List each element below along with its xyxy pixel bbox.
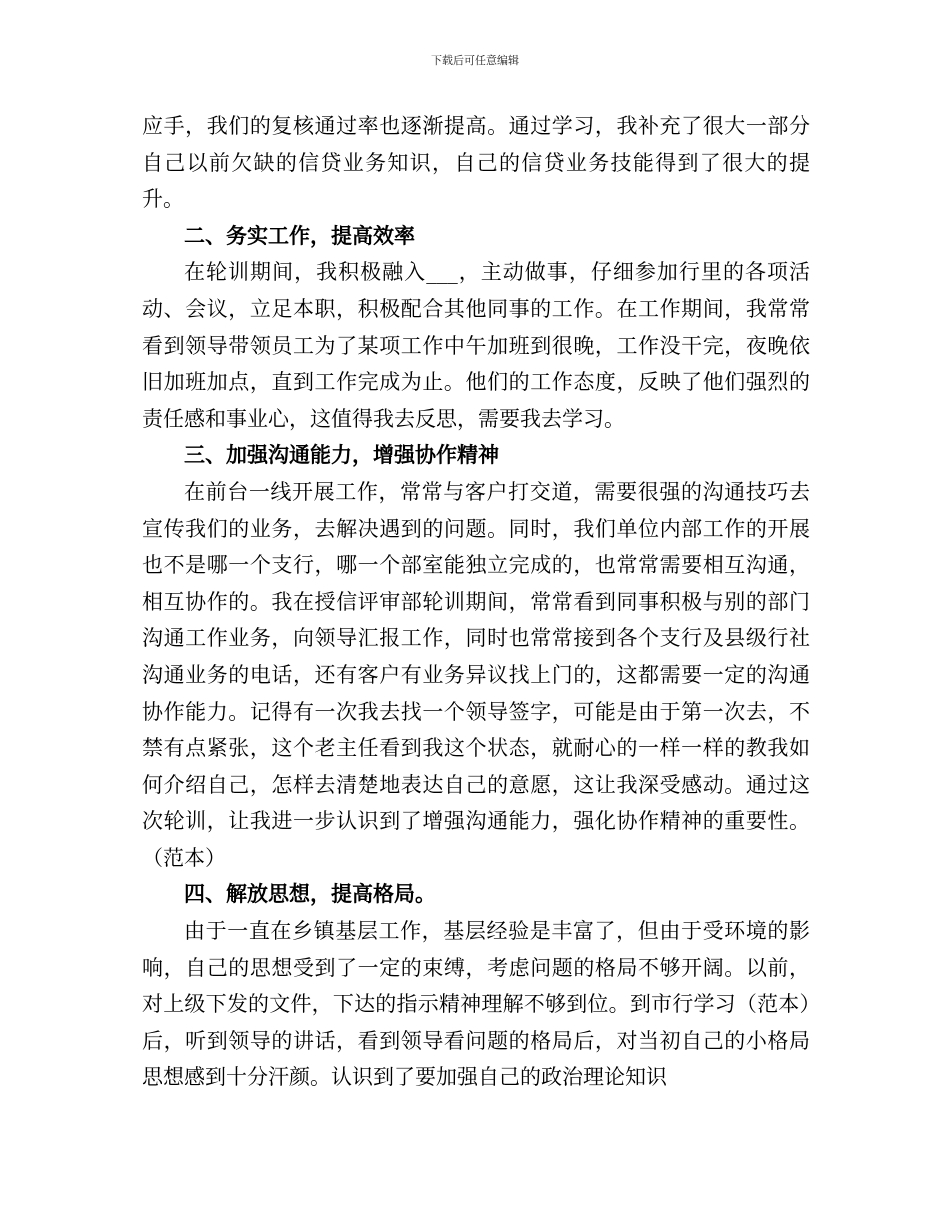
page-header: 下载后可任意编辑 bbox=[431, 54, 519, 67]
paragraph-3: 在前台一线开展工作，常常与客户打交道，需要很强的沟通技巧去宣传我们的业务，去解决遇到的问题。同时，我们单位内部工作的开展也不是哪一个支行，哪一个部室能独立完成的，也常常需要相互沟通，相互协作的。我在授信评审部轮训期间，常常看到同事积极与别的部门沟通工作业务，向领导汇报工作，同时也常常接到各个支行及县级行社沟通业务的电话，还有客户有业务异议找上门的，这都需要一定的沟通协作能力。记得有一次我去找一个领导签字，可能是由于第一次去，不禁有点紧张，这个老主任看到我这个状态，就耐心的一样一样的教我如何介绍自己，怎样去清楚地表达自己的意愿，这让我深受感动。通过这次轮训，让我进一步认识到了增强沟通能力，强化协作精神的重要性。（范本） bbox=[142, 479, 810, 870]
section-heading-2: 二、务实工作，提高效率 bbox=[184, 223, 415, 248]
paragraph-2: 在轮训期间，我积极融入___，主动做事，仔细参加行里的各项活动、会议，立足本职，积极配合其他同事的工作。在工作期间，我常常看到领导带领员工为了某项工作中午加班到很晚，工作没干完，夜晚依旧加班加点，直到工作完成为止。他们的工作态度，反映了他们强烈的责任感和事业心，这值得我去反思，需要我去学习。 bbox=[142, 260, 810, 431]
section-heading-4: 四、解放思想，提高格局。 bbox=[184, 882, 436, 907]
paragraph-1: 应手，我们的复核通过率也逐渐提高。通过学习，我补充了很大一部分自己以前欠缺的信贷业务知识，自己的信贷业务技能得到了很大的提升。 bbox=[142, 114, 810, 212]
document-body bbox=[142, 108, 810, 1096]
paragraph-4: 由于一直在乡镇基层工作，基层经验是丰富了，但由于受环境的影响，自己的思想受到了一定的束缚，考虑问题的格局不够开阔。以前，对上级下发的文件，下达的指示精神理解不够到位。到市行学习（范本）后，听到领导的讲话，看到领导看问题的格局后，对当初自己的小格局思想感到十分汗颜。认识到了要加强自己的政治理论知识 bbox=[142, 919, 810, 1090]
section-heading-3: 三、加强沟通能力，增强协作精神 bbox=[184, 443, 499, 468]
